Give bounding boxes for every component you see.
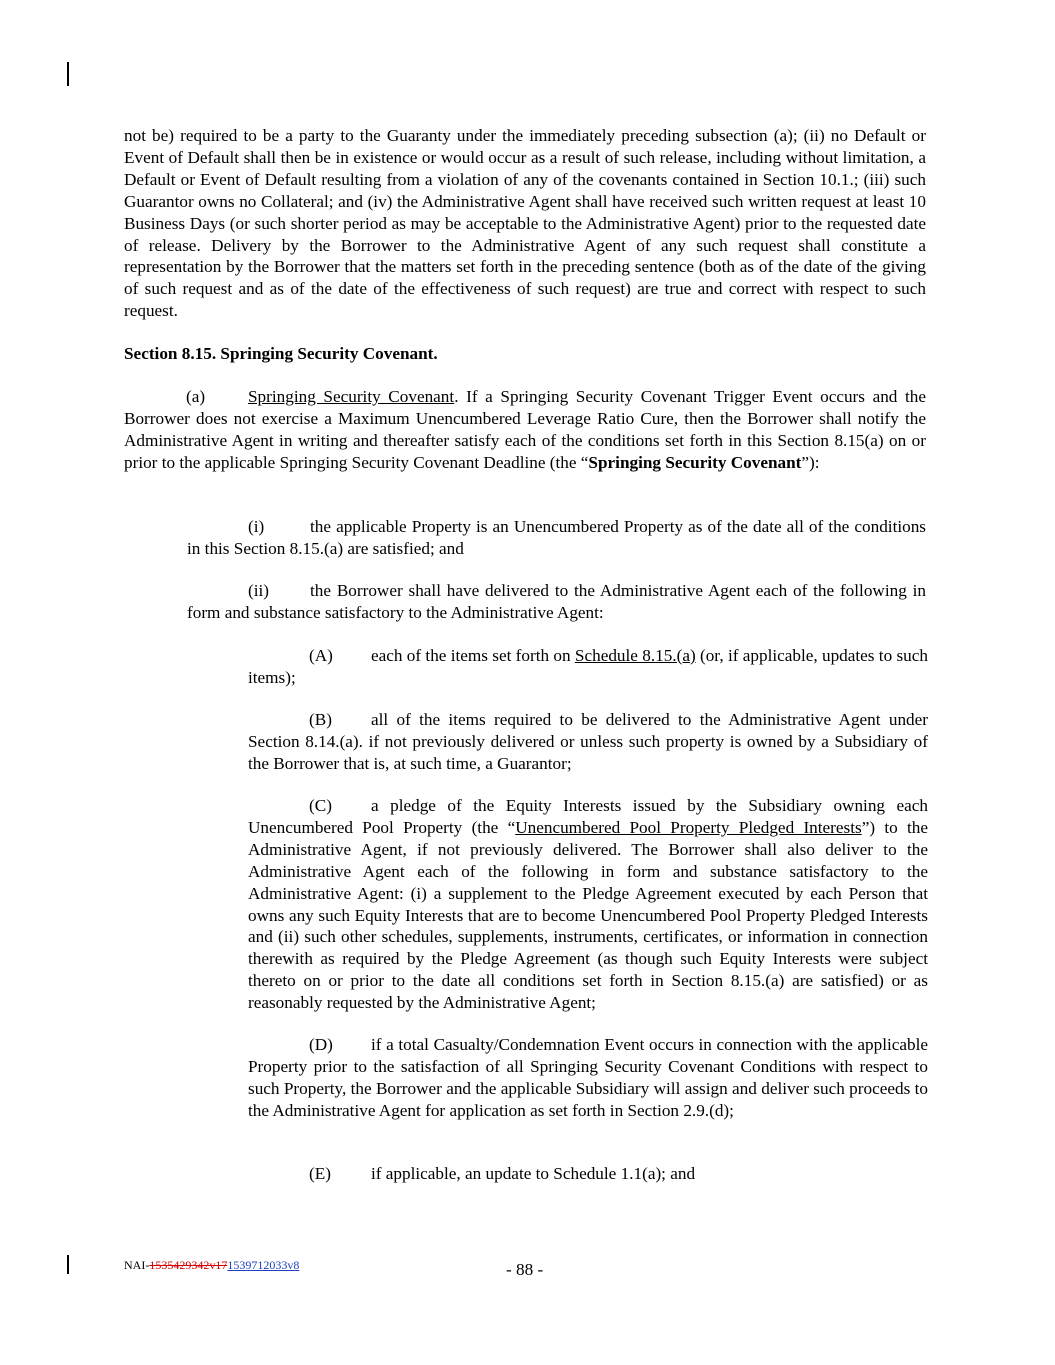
item-A-text-2: (or, if applicable, updates to such items); [248,646,928,687]
section-heading: Section 8.15. Springing Security Covenant. [124,344,438,363]
item-E-text: if applicable, an update to Schedule 1.1(a); and [371,1164,696,1183]
paragraph-a-defined-term: Springing Security Covenant [588,452,802,472]
paragraph-continued: not be) required to be a party to the Guaranty under the immediately preceding subsection (a); (ii) no Default or Event of Default shall then be in existence or would occur as a result of such release, including without limitation, a Default or Event of Default resulting from a violation of any of the covenants contained in Section 10.1.; (iii) such Guarantor owns no Collateral; and (iv) the Administrative Agent shall have received such written request at least 10 Business Days (or such shorter period as may be acceptable to the Administrative Agent) prior to the requested date of release. Delivery by the Borrower to the Administrative Agent of any such request shall constitute a representation by the Borrower that the matters set forth in the preceding sentence (both as of the date of the giving of such request and as of the date of the effectiveness of such request) are true and correct with respect to such request. [124,126,926,321]
item-i-text: the applicable Property is an Unencumbered Property as of the date all of the conditions in this Section 8.15.(a) are satisfied; and [187,517,926,558]
item-D [248,1034,928,1122]
document-id-inserted[interactable]: 1539712033v8 [227,1258,300,1272]
item-ii-label: (ii) [248,581,269,600]
page-number: - 88 - [506,1260,544,1279]
item-i-label: (i) [248,517,265,536]
item-B [248,709,928,775]
document-id [124,1258,299,1272]
document-id-deleted: 1535429342v17 [149,1258,228,1272]
item-E-label: (E) [309,1164,331,1183]
item-A [248,645,928,689]
item-i [187,516,926,560]
item-ii-text: the Borrower shall have delivered to the Administrative Agent each of the following in form and substance satisfactory to the Administrative Agent: [187,581,926,622]
item-C-defined-term: Unencumbered Pool Property Pledged Interests [515,817,862,837]
item-E [248,1163,928,1185]
item-C-label: (C) [309,796,332,815]
item-C [248,795,928,1014]
paragraph-a-text-1: . If a Springing Security Covenant Trigger Event occurs and the Borrower does not exercise a Maximum Unencumbered Leverage Ratio Cure, then the Borrower shall notify the Administrative Agent in writing and thereafter satisfy each of the conditions set forth in this Section 8.15(a) on or prior to the applicable Springing Security Covenant Deadline (the “ [124,387,927,472]
paragraph-a-label: (a) [186,387,206,406]
change-bar-top [67,62,69,86]
paragraph-a-title: Springing Security Covenant [248,387,455,406]
item-D-text: if a total Casualty/Condemnation Event occurs in connection with the applicable Property prior to the satisfaction of all Springing Security Covenant Conditions with respect to such Property, the Borrower and the applicable Subsidiary will assign and deliver such proceeds to the Administrative Agent for application as set forth in Section 2.9.(d); [248,1035,928,1120]
schedule-link[interactable]: Schedule 8.15.(a) [574,646,696,665]
item-C-text-1: a pledge of the Equity Interests issued by the Subsidiary owning each Unencumbered Pool Property (the “ [248,796,928,837]
item-B-text: all of the items required to be delivered to the Administrative Agent under Section 8.14.(a). if not previously delivered or unless such property is owned by a Subsidiary of the Borrower that is, at such time, a Guarantor; [248,710,928,773]
document-id-prefix: NAI- [124,1258,150,1272]
item-D-label: (D) [309,1035,333,1054]
item-C-text-2: ”) to the Administrative Agent, if not previously delivered. The Borrower shall also deliver to the Administrative Agent each of the following in form and substance satisfactory to the Administrative Agent: (i) a supplement to the Pledge Agreement executed by each Person that owns any such Equity Interests that are to become Unencumbered Pool Property Pledged Interests and (ii) such other schedules, supplements, instruments, certificates, or information in connection therewith as required by the Pledge Agreement (as though such Equity Interests were subject thereto on or prior to the date all conditions set forth in Section 8.15.(a) are satisfied) or as reasonably requested by the Administrative Agent; [248,817,928,1013]
item-A-label: (A) [309,646,333,665]
item-ii [187,580,926,624]
item-B-label: (B) [309,710,332,729]
change-bar-footer [67,1255,69,1274]
paragraph-a-text-2: ”): [801,452,820,472]
item-A-text-1: each of the items set forth on [371,646,575,665]
paragraph-a [124,386,926,474]
